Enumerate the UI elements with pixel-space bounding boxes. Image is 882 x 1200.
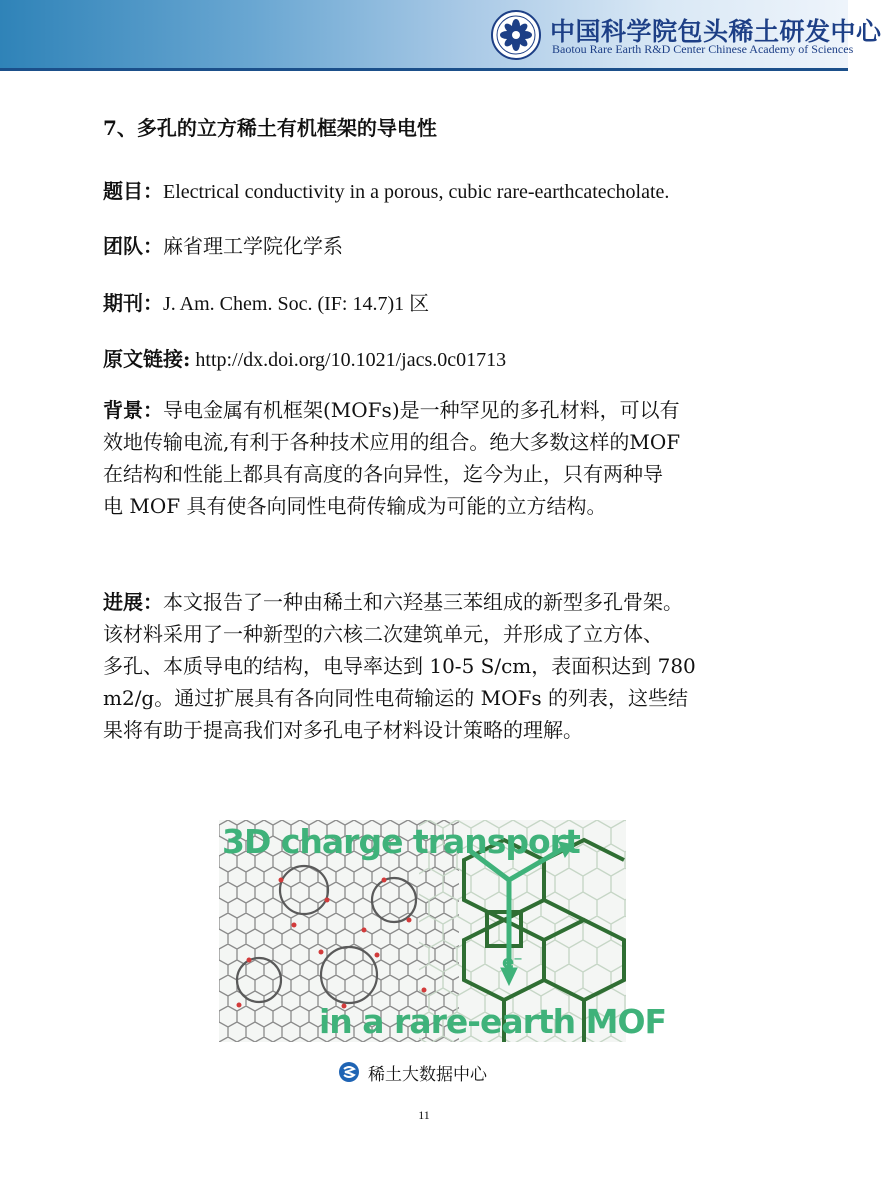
figure-electron-label: e⁻: [502, 952, 522, 973]
caption-text: 稀土大数据中心: [368, 1064, 487, 1085]
figure-caption: [338, 1060, 487, 1084]
team-line: [103, 230, 343, 259]
background-paragraph: [103, 394, 748, 522]
background-line: 背景：导电金属有机框架(MOFs)是一种罕见的多孔材料，可以有: [103, 398, 680, 422]
background-label: 背景：: [103, 398, 163, 422]
background-line: 电 MOF 具有使各向同性电荷传输成为可能的立方结构。: [103, 494, 607, 518]
progress-line: 该材料采用了一种新型的六核二次建筑单元，并形成了立方体、: [103, 622, 663, 646]
journal-value: J. Am. Chem. Soc. (IF: 14.7)1 区: [163, 293, 430, 315]
figure-title-text: 3D charge transport: [222, 822, 580, 861]
organization-name-cn: 中国科学院包头稀土研发中心: [550, 17, 882, 46]
progress-label: 进展：: [103, 590, 163, 614]
link-line: [103, 343, 506, 372]
progress-line: 进展：本文报告了一种由稀土和六羟基三苯组成的新型多孔骨架。: [103, 590, 683, 614]
journal-line: [103, 287, 429, 316]
link-label: 原文链接:: [103, 347, 191, 371]
topic-label: 题目：: [103, 179, 163, 203]
progress-line: 多孔、本质导电的结构，电导率达到 10-5 S/cm，表面积达到 780: [103, 654, 696, 678]
team-label: 团队：: [103, 234, 163, 258]
original-article-link[interactable]: http://dx.doi.org/10.1021/jacs.0c01713: [190, 349, 507, 371]
background-line: 效地传输电流,有利于各种技术应用的组合。绝大多数这样的MOF: [103, 430, 681, 454]
progress-paragraph: [103, 586, 748, 746]
progress-line: m2/g。通过扩展具有各向同性电荷输运的 MOFs 的列表，这些结: [103, 686, 688, 710]
header-rule: [0, 68, 848, 71]
figure-subtitle-text: in a rare-earth MOF: [319, 1002, 667, 1041]
topic-line: [103, 175, 669, 204]
article-title: 7、多孔的立方稀土有机框架的导电性: [103, 116, 437, 140]
topic-value: Electrical conductivity in a porous, cubic rare-earthcatecholate.: [163, 181, 670, 203]
page-number: 11: [418, 1108, 430, 1122]
cas-seal-logo-icon: [491, 10, 541, 60]
organization-name-en: Baotou Rare Earth R&D Center Chinese Academy of Sciences: [552, 42, 854, 56]
rare-earth-data-center-logo-icon: [338, 1061, 360, 1083]
team-value: 麻省理工学院化学系: [163, 234, 343, 258]
journal-label: 期刊：: [103, 291, 163, 315]
mof-structure-figure: [219, 820, 667, 1042]
progress-line: 果将有助于提高我们对多孔电子材料设计策略的理解。: [103, 718, 583, 742]
background-line: 在结构和性能上都具有高度的各向异性，迄今为止，只有两种导: [103, 462, 663, 486]
